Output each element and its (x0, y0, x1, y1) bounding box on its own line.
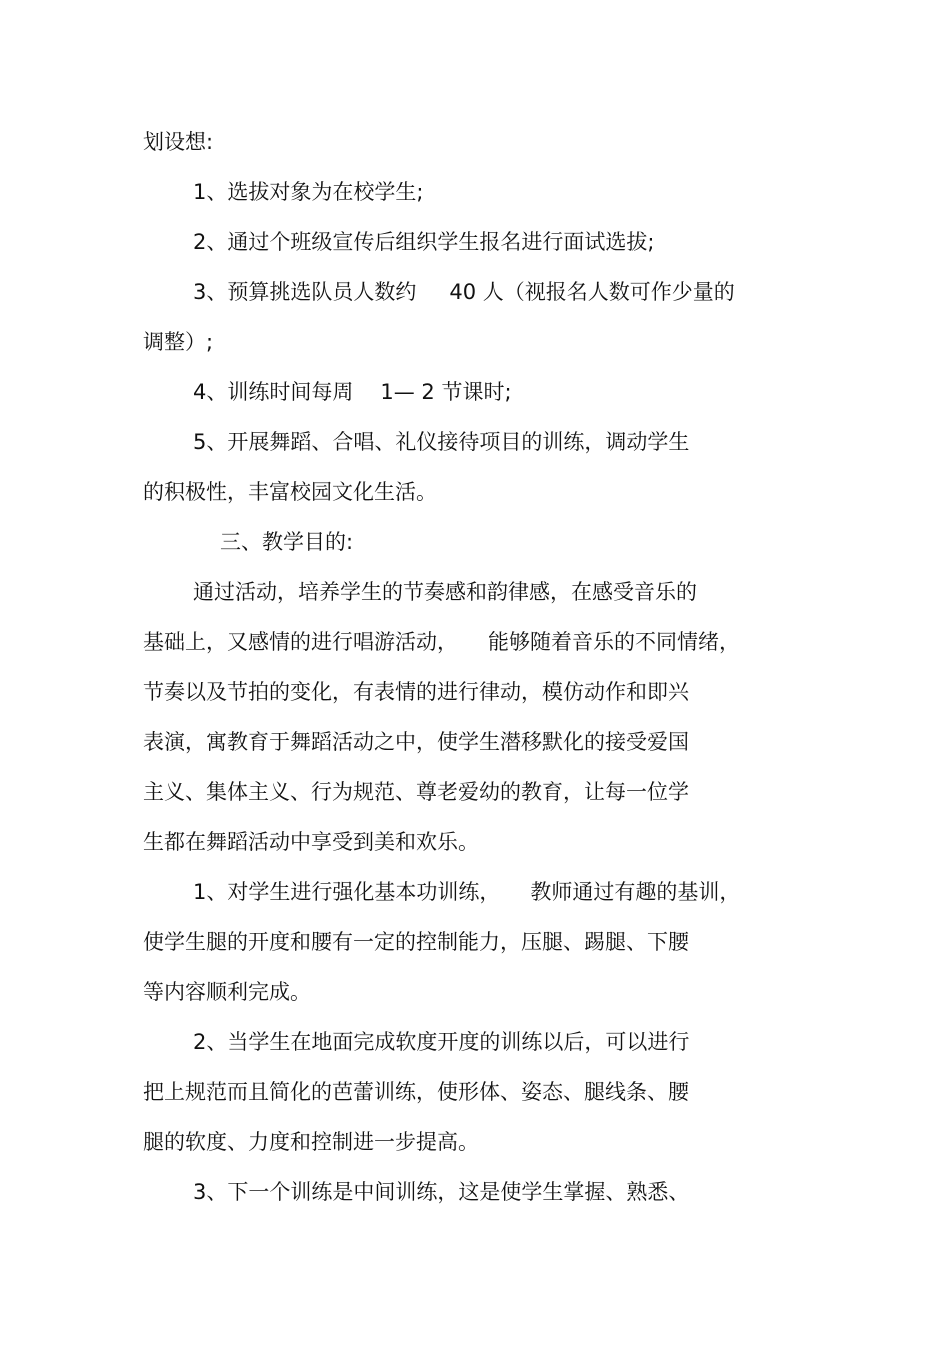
text-span: 腿的软度、力度和控制进一步提高。 (143, 1130, 479, 1154)
text-span: 3、下一个训练是中间训练，这是使学生掌握、熟悉、 (193, 1180, 690, 1204)
text-span: 能够随着音乐的不同情绪， (488, 630, 740, 654)
text-span: 节奏以及节拍的变化，有表情的进行律动，模仿动作和即兴 (143, 680, 689, 704)
text-span: 1— 2 节课时; (380, 380, 512, 404)
text-span: 划设想: (143, 130, 214, 154)
text-line (0, 227, 950, 257)
text-span: 1、对学生进行强化基本功训练， (193, 880, 501, 904)
text-line (0, 877, 950, 907)
text-span: 基础上，又感情的进行唱游活动， (143, 630, 458, 654)
text-span: 表演，寓教育于舞蹈活动之中，使学生潜移默化的接受爱国 (143, 730, 689, 754)
text-line (0, 327, 950, 357)
text-line (0, 1077, 950, 1107)
text-line (0, 927, 950, 957)
text-line (0, 427, 950, 457)
text-span: 三、教学目的: (220, 530, 354, 554)
text-line (0, 377, 950, 407)
text-line (0, 677, 950, 707)
text-line (0, 277, 950, 307)
text-span: 教师通过有趣的基训， (530, 880, 741, 904)
text-span: 5、开展舞蹈、合唱、礼仪接待项目的训练，调动学生 (193, 430, 690, 454)
text-span: 4、训练时间每周 (193, 380, 354, 404)
text-line (0, 177, 950, 207)
text-span: 调整）; (143, 330, 214, 354)
text-line (0, 127, 950, 157)
text-line (0, 1027, 950, 1057)
text-line (0, 477, 950, 507)
section-heading (0, 527, 950, 557)
text-line (0, 1177, 950, 1207)
text-span: 使学生腿的开度和腰有一定的控制能力，压腿、踢腿、下腰 (143, 930, 689, 954)
text-span: 的积极性，丰富校园文化生活。 (143, 480, 437, 504)
text-line (0, 727, 950, 757)
text-span: 40 人（视报名人数可作少量的 (449, 280, 735, 304)
text-span: 等内容顺利完成。 (143, 980, 311, 1004)
text-line (0, 1127, 950, 1157)
text-span: 生都在舞蹈活动中享受到美和欢乐。 (143, 830, 479, 854)
text-line (0, 577, 950, 607)
text-span: 2、当学生在地面完成软度开度的训练以后，可以进行 (193, 1030, 690, 1054)
text-line (0, 777, 950, 807)
text-span: 把上规范而且简化的芭蕾训练，使形体、姿态、腿线条、腰 (143, 1080, 689, 1104)
text-span: 主义、集体主义、行为规范、尊老爱幼的教育，让每一位学 (143, 780, 689, 804)
text-line (0, 977, 950, 1007)
text-span: 2、通过个班级宣传后组织学生报名进行面试选拔; (193, 230, 655, 254)
text-line (0, 627, 950, 657)
text-span: 1、选拔对象为在校学生; (193, 180, 424, 204)
text-span: 3、预算挑选队员人数约 (193, 280, 417, 304)
text-span: 通过活动，培养学生的节奏感和韵律感，在感受音乐的 (193, 580, 697, 604)
text-line (0, 827, 950, 857)
